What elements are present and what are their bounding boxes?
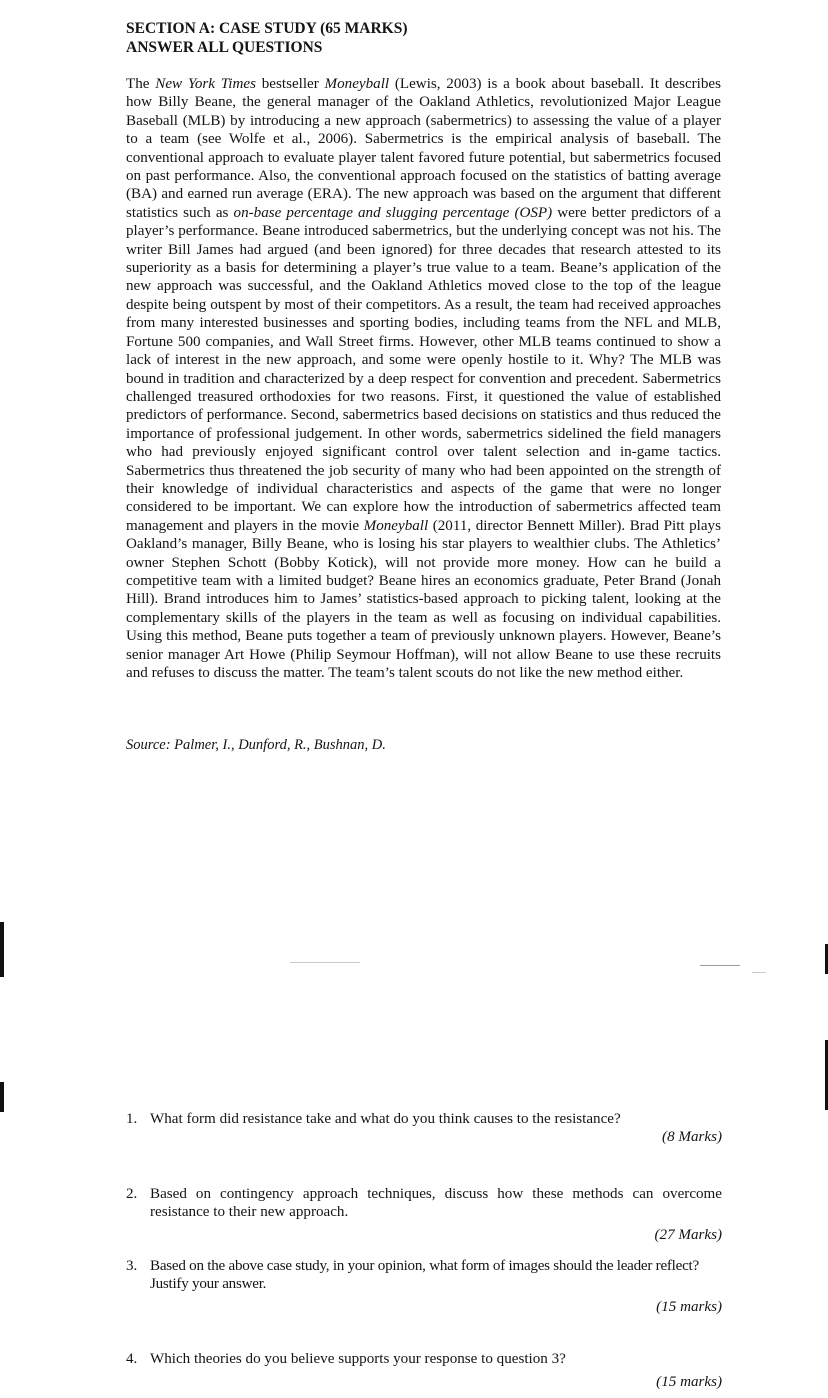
- case-study-text: [126, 75, 721, 682]
- question-text: Which theories do you believe supports your response to question 3?: [150, 1351, 566, 1367]
- question-number: 1.: [126, 1111, 138, 1127]
- question-text: Based on contingency approach techniques, discuss how these methods can overcome resistance to their new approach.: [150, 1186, 722, 1220]
- question-item: [126, 1110, 722, 1146]
- question-number: 2.: [126, 1186, 138, 1202]
- question-number: 3.: [126, 1258, 138, 1274]
- question-number: 4.: [126, 1351, 138, 1367]
- source-citation: Source: Palmer, I., Dunford, R., Bushnan, D.: [126, 737, 386, 753]
- case-text-part: were better predictors of a player’s performance. Beane introduced sabermetrics, but the underlying concept was not his. The writer Bill James had argued (and been ignored) for three decades that research attested to its superiority as a basis for determining a player’s true value to a team. Beane’s application of the new approach was successful, and the Oakland Athletics moved close to the top of the league despite being outspent by most of their competitors. As a result, the team had received approaches from many interested businesses and sporting bodies, including teams from the NFL and MLB, Fortune 500 companies, and Wall Street firms. However, other MLB teams continued to show a lack of interest in the new approach, and some were openly hostile to it. Why? The MLB was bound in tradition and characterized by a deep respect for convention and precedent. Sabermetrics challenged treasured orthodoxies for two reasons. First, it questioned the value of established predictors of performance. Second, sabermetrics based decisions on statistics and thus reduced the importance of professional judgement. In other words, sabermetrics sidelined the field managers who had previously enjoyed significant control over talent selection and in-game tactics. Sabermetrics thus threatened the job security of many who had been appointed on the strength of their knowledge of individual characteristics and aspects of the game that were no longer considered to be important. We can explore how the introduction of sabermetrics affected team management and players in the movie: [126, 204, 721, 534]
- question-marks: (15 marks): [656, 1374, 722, 1390]
- section-instruction: ANSWER ALL QUESTIONS: [126, 39, 323, 56]
- question-marks: (8 Marks): [662, 1129, 722, 1145]
- section-title: SECTION A: CASE STUDY (65 MARKS): [126, 20, 408, 37]
- case-text-osp: on-base percentage and slugging percentage (OSP): [233, 204, 553, 221]
- question-item: [126, 1185, 722, 1244]
- scan-artifact-line: [700, 965, 740, 966]
- scan-artifact-line: [290, 962, 360, 963]
- question-text: Based on the above case study, in your opinion, what form of images should the leader reflect? Justify your answer.: [150, 1258, 699, 1292]
- question-item: [126, 1350, 722, 1391]
- question-marks: (27 Marks): [654, 1227, 722, 1243]
- case-text-movie-title: Moneyball: [363, 517, 429, 534]
- question-marks: (15 marks): [656, 1299, 722, 1315]
- case-text-part: (Lewis, 2003) is a book about baseball. It describes how Billy Beane, the general manager of the Oakland Athletics, revolutionized Major League Baseball (MLB) by introducing a new approach (sabermetrics) to assessing the value of a player to a team (see Wolfe et al., 2006). Sabermetrics is the empirical analysis of baseball. The conventional approach to evaluate player talent favored future potential, but sabermetrics focused on past performance. Also, the conventional approach focused on the statistics of batting average (BA) and earned run average (ERA). The new approach was based on the argument that different statistics such as: [126, 76, 721, 221]
- case-text-book-title: Moneyball: [324, 76, 390, 92]
- question-item: [126, 1257, 722, 1316]
- scan-edge-mark: [0, 922, 4, 977]
- case-text-nyt: New York Times: [155, 76, 256, 92]
- section-heading: [126, 19, 407, 57]
- case-text-part: The: [126, 76, 156, 92]
- scan-artifact-line: [752, 972, 766, 973]
- case-text-part: (2011, director Bennett Miller). Brad Pitt plays Oakland’s manager, Billy Beane, who is losing his star players to wealthier clubs. The Athletics’ owner Stephen Schott (Bobby Kotick), will not provide more money. How can he build a competitive team with a limited budget? Beane hires an economics graduate, Peter Brand (Jonah Hill). Brand introduces him to James’ statistics-based approach to picking talent, looking at the complementary skills of the players in the team as well as focusing on individual capabilities. Using this method, Beane puts together a team of previously unknown players. However, Beane’s senior manager Art Howe (Philip Seymour Hoffman), will not allow Beane to use these recruits and refuses to discuss the matter. The team’s talent scouts do not like the new method either.: [126, 517, 721, 681]
- scan-edge-mark: [0, 1082, 4, 1112]
- case-text-part: bestseller: [255, 76, 325, 92]
- question-text: What form did resistance take and what do you think causes to the resistance?: [150, 1111, 621, 1127]
